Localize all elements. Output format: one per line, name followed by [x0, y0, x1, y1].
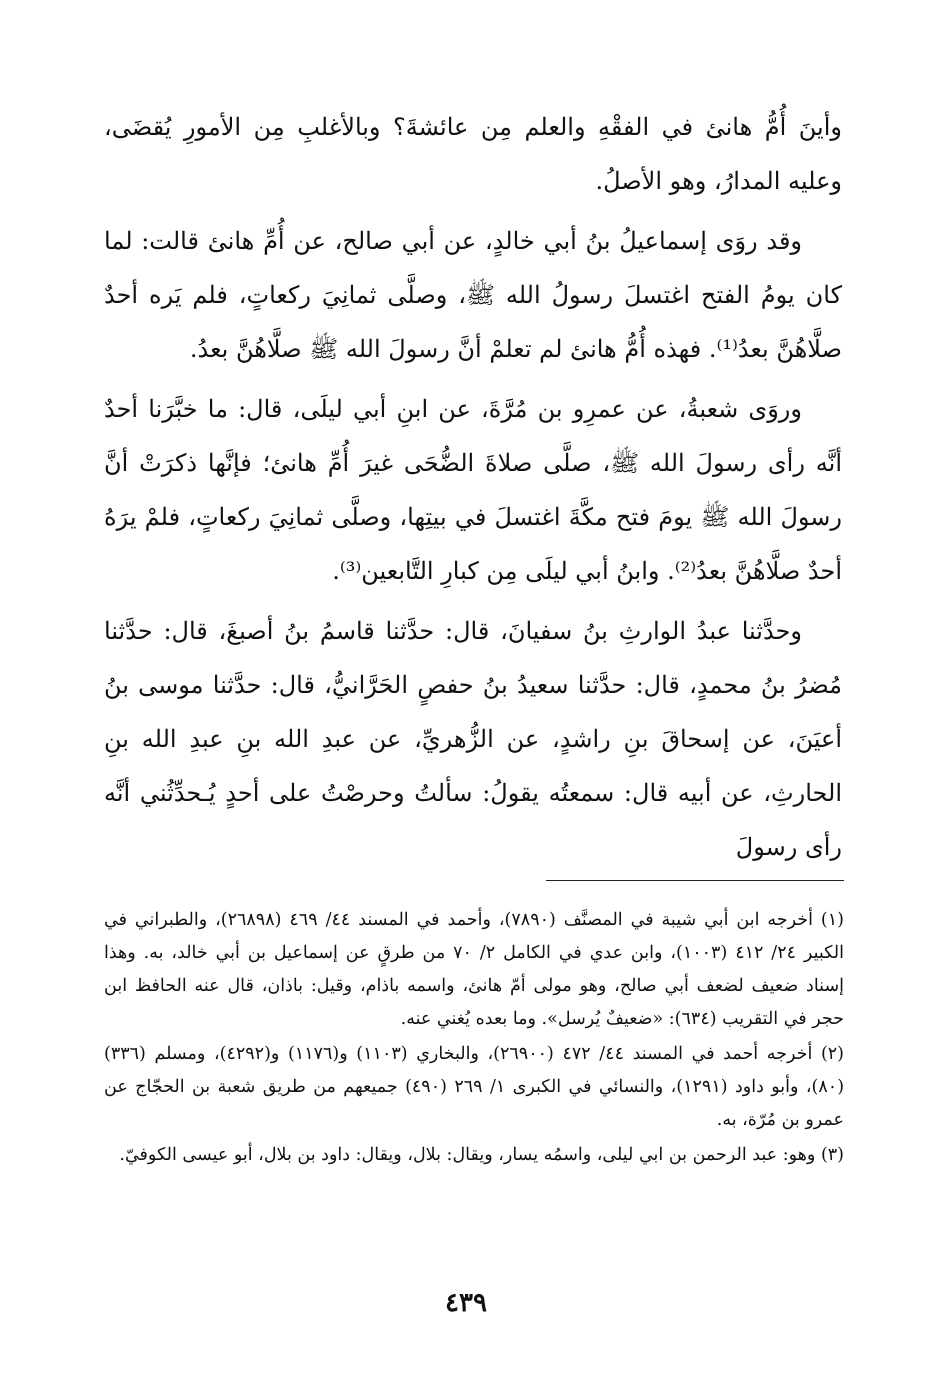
- paragraph-1: وأينَ أُمُّ هانئ في الفقْهِ والعلم مِن عائشةَ؟ وبالأغلبِ مِن الأمورِ يُقضَى، وعليه المدارُ، وهو الأصلُ.: [104, 113, 842, 195]
- footnote-number: (١): [820, 910, 844, 930]
- paragraph-2: وقد روَى إسماعيلُ بنُ أبي خالدٍ، عن أبي صالح، عن أُمِّ هانئ قالت: لما كان يومُ الفتح اغتسلَ رسولُ الله ﷺ، وصلَّى ثمانِيَ ركعاتٍ، فلم يَره أحدٌ صلَّاهُنَّ بعدُ⁽¹⁾. فهذه أُمُّ هانئ لم تعلمْ أنَّ رسولَ الله ﷺ صلَّاهُنَّ بعدُ.: [104, 227, 842, 363]
- paragraph-3: وروَى شعبةُ، عن عمرِو بن مُرَّةَ، عن ابنِ أبي ليلَى، قال: ما خبَّرَنا أحدٌ أنَّه رأى رسولَ الله ﷺ، صلَّى صلاةَ الضُّحَى غيرَ أُمِّ هانئ؛ فإنَّها ذكرَتْ أنَّ رسولَ الله ﷺ يومَ فتح مكَّةَ اغتسلَ في بيتِها، وصلَّى ثمانِيَ ركعاتٍ، فلمْ يرَهُ أحدٌ صلَّاهُنَّ بعدُ⁽²⁾. وابنُ أبي ليلَى مِن كبارِ التَّابعين⁽³⁾.: [104, 395, 842, 585]
- footnote-number: (٢): [820, 1044, 844, 1064]
- footnote-number: (٣): [820, 1145, 844, 1165]
- main-text: [104, 100, 842, 880]
- footnote-text: وهو: عبد الرحمن بن ابي ليلى، واسمُه يسار، ويقال: بلال، ويقال: داود بن بلال، أبو عيسى الكوفيّ.: [119, 1145, 816, 1165]
- footnote-divider: [546, 880, 844, 881]
- footnote-text: أخرجه ابن أبي شيبة في المصنَّف (٧٨٩٠)، وأحمد في المسند ٤٤/ ٤٦٩ (٢٦٨٩٨)، والطبراني في الكبير ٢٤/ ٤١٢ (١٠٠٣)، وابن عدي في الكامل ٢/ ٧٠ من طرقٍ عن إسماعيل بن أبي خالد، به. وهذا إسناد ضعيف لضعف أبي صالح، وهو مولى أمّ هانئ، واسمه باذام، وقيل: باذان، قال عنه الحافظ ابن حجر في التقريب (٦٣٤): «ضعيفٌ يُرسل». وما بعده يُغني عنه.: [104, 910, 845, 1029]
- footnote-2: [104, 1038, 844, 1137]
- paragraph-4: وحدَّثنا عبدُ الوارثِ بنُ سفيانَ، قال: حدَّثنا قاسمُ بنُ أصبغَ، قال: حدَّثنا مُضرُ بنُ محمدٍ، قال: حدَّثنا سعيدُ بنُ حفصٍ الحَرَّانيُّ، قال: حدَّثنا موسى بنُ أعيَنَ، عن إسحاقَ بنِ راشدٍ، عن الزُّهريِّ، عن عبدِ الله بنِ عبدِ الله بنِ الحارثِ، عن أبيه قال: سمعتُه يقولُ: سألتُ وحرصْتُ على أحدٍ يُـحدِّثُني أنَّه رأى رسولَ: [104, 617, 842, 861]
- page-number: ٤٣٩: [445, 1288, 487, 1318]
- footnote-1: [104, 904, 844, 1036]
- footnote-3: [104, 1139, 844, 1172]
- footnote-text: أخرجه أحمد في المسند ٤٤/ ٤٧٢ (٢٦٩٠٠)، والبخاري (١١٠٣) و(١١٧٦) و(٤٢٩٢)، ومسلم (٣٣٦) (٨٠)، وأبو داود (١٢٩١)، والنسائي في الكبرى ١/ ٢٦٩ (٤٩٠) جميعهم من طريق شعبة بن الحجّاج عن عمرو بن مُرّة، به.: [104, 1044, 845, 1130]
- footnotes-section: [104, 904, 844, 1174]
